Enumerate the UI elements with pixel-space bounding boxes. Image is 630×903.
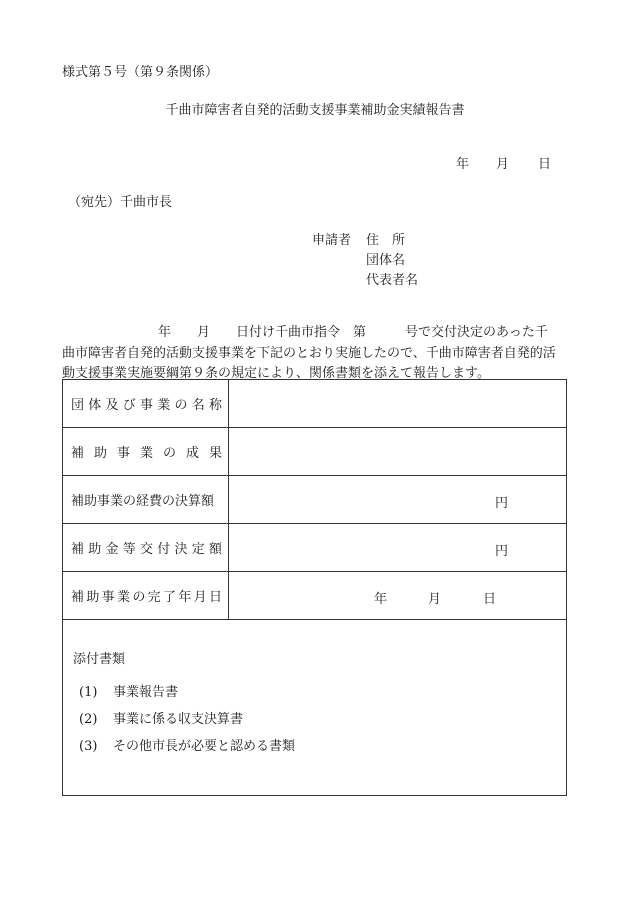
item-number: (3) — [79, 739, 98, 754]
applicant-role: 申請者 — [312, 233, 352, 248]
attachments-cell — [63, 620, 567, 796]
report-table — [62, 379, 567, 796]
body-line-2: 曲市障害者自発的活動支援事業を下記のとおり実施したので、千曲市障害者自発的活 — [62, 345, 556, 361]
form-number: 様式第５号（第９条関係） — [62, 65, 219, 80]
yen-unit: 円 — [495, 496, 509, 511]
completion-year: 年 — [374, 592, 388, 607]
group-business-name-field[interactable] — [229, 380, 567, 428]
representative-label: 代表者名 — [366, 273, 419, 288]
item-text: その他市長が必要と認める書類 — [113, 739, 296, 754]
completion-month: 月 — [428, 592, 442, 607]
applicant-block — [312, 234, 418, 294]
date-day: 日 — [538, 157, 552, 172]
row-label-cell — [63, 380, 229, 428]
table-row — [63, 572, 567, 620]
row-label: 補助金等交付決定額 — [71, 542, 222, 557]
row-label: 団体及び事業の名称 — [71, 398, 222, 413]
row-label-cell — [63, 428, 229, 476]
item-number: (1) — [79, 685, 98, 700]
table-row — [63, 380, 567, 428]
list-item — [73, 681, 566, 708]
row-label-cell — [63, 524, 229, 572]
attachments-title: 添付書類 — [73, 652, 126, 667]
table-row — [63, 524, 567, 572]
group-name-label: 団体名 — [366, 253, 406, 268]
row-label: 補助事業の完了年月日 — [71, 590, 222, 605]
row-label: 補助事業の成果 — [71, 446, 222, 461]
date-line — [456, 158, 551, 171]
project-results-field[interactable] — [229, 428, 567, 476]
table-row — [63, 428, 567, 476]
row-label: 補助事業の経費の決算額 — [71, 494, 215, 509]
list-item — [73, 735, 566, 762]
settled-expense-field[interactable] — [229, 476, 567, 524]
date-month: 月 — [496, 157, 510, 172]
item-number: (2) — [79, 712, 98, 727]
date-year: 年 — [456, 157, 470, 172]
body-line-1: 年 月 日付け千曲市指令 第 号で交付決定のあった千 — [158, 325, 548, 340]
addressee: （宛先）千曲市長 — [68, 195, 173, 210]
body-line-3: 動支援事業実施要綱第９条の規定により、関係書類を添えて報告します。 — [62, 366, 490, 381]
table-row — [63, 620, 567, 796]
yen-unit: 円 — [495, 544, 509, 559]
table-row — [63, 476, 567, 524]
row-label-cell — [63, 572, 229, 620]
grant-decision-amount-field[interactable] — [229, 524, 567, 572]
completion-date-field[interactable] — [229, 572, 567, 620]
item-text: 事業報告書 — [113, 685, 179, 700]
row-label-cell — [63, 476, 229, 524]
document-title: 千曲市障害者自発的活動支援事業補助金実績報告書 — [165, 103, 465, 118]
address-label: 住 所 — [366, 233, 406, 248]
list-item — [73, 708, 566, 735]
completion-day: 日 — [483, 592, 497, 607]
report-body-text — [62, 323, 572, 385]
item-text: 事業に係る収支決算書 — [113, 712, 244, 727]
